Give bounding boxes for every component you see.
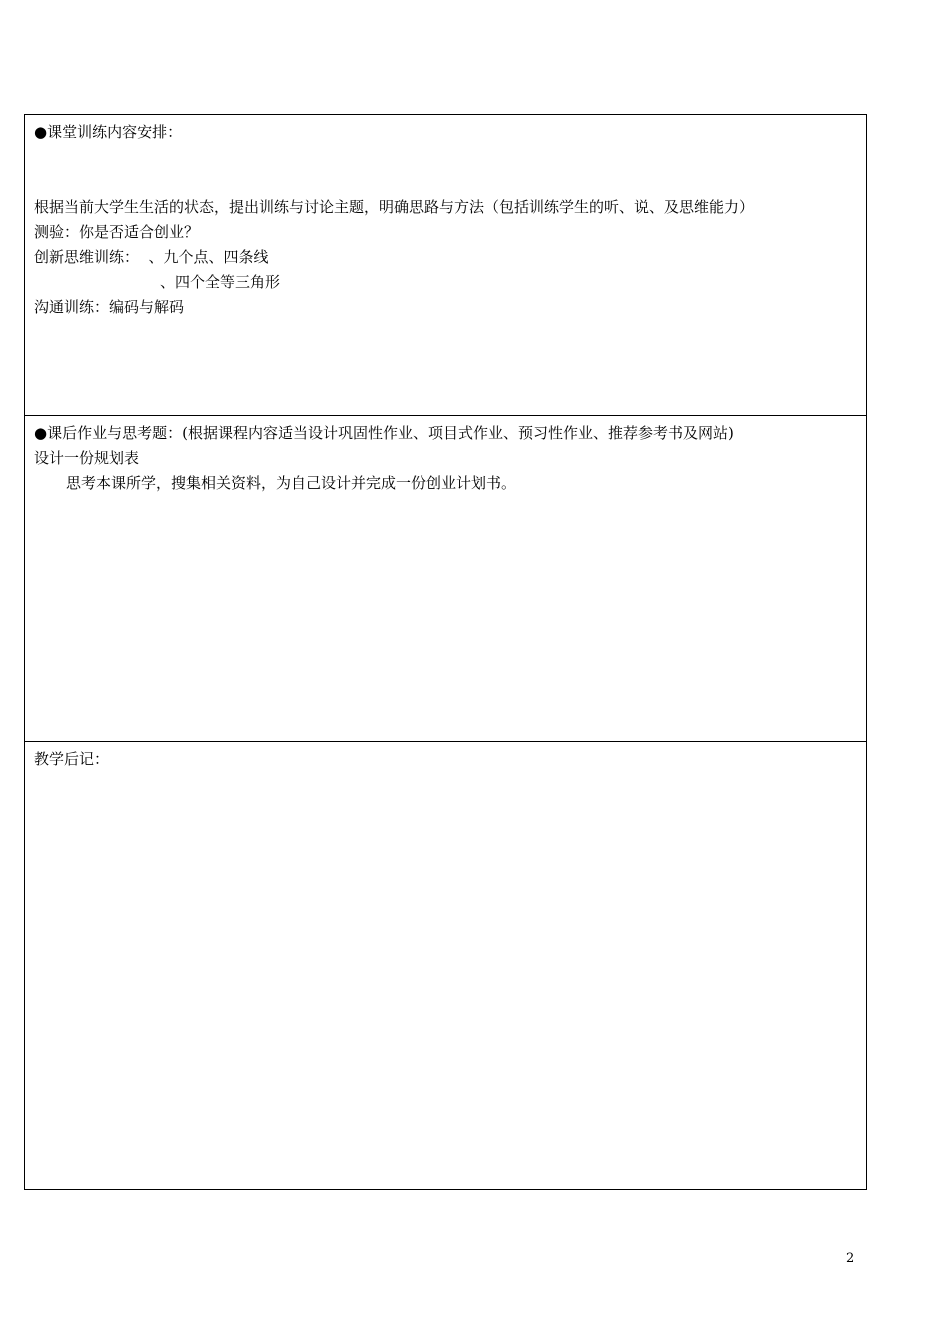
training-heading: ●课堂训练内容安排： xyxy=(34,123,183,141)
spacer xyxy=(34,145,857,195)
homework-cell xyxy=(25,415,866,741)
homework-heading: ●课后作业与思考题：(根据课程内容适当设计巩固性作业、项目式作业、预习性作业、推荐参考书及网站) xyxy=(34,424,734,442)
training-line-triangles: 、四个全等三角形 xyxy=(160,273,281,291)
training-line-innovation: 创新思维训练： 、九个点、四条线 xyxy=(34,248,269,266)
homework-line-plan: 设计一份规划表 xyxy=(34,449,140,467)
training-content-cell xyxy=(25,115,866,415)
lesson-plan-table xyxy=(24,114,867,1190)
training-line-intro: 根据当前大学生生活的状态，提出训练与讨论主题，明确思路与方法（包括训练学生的听、说、及思维能力） xyxy=(34,198,755,216)
homework-line-business-plan: 思考本课所学，搜集相关资料，为自己设计并完成一份创业计划书。 xyxy=(66,474,517,492)
notes-heading: 教学后记： xyxy=(34,750,110,768)
training-line-communication: 沟通训练：编码与解码 xyxy=(34,298,185,316)
page-number: 2 xyxy=(846,1251,855,1266)
teaching-notes-cell xyxy=(25,741,866,1189)
training-line-quiz: 测验：你是否适合创业？ xyxy=(34,223,200,241)
